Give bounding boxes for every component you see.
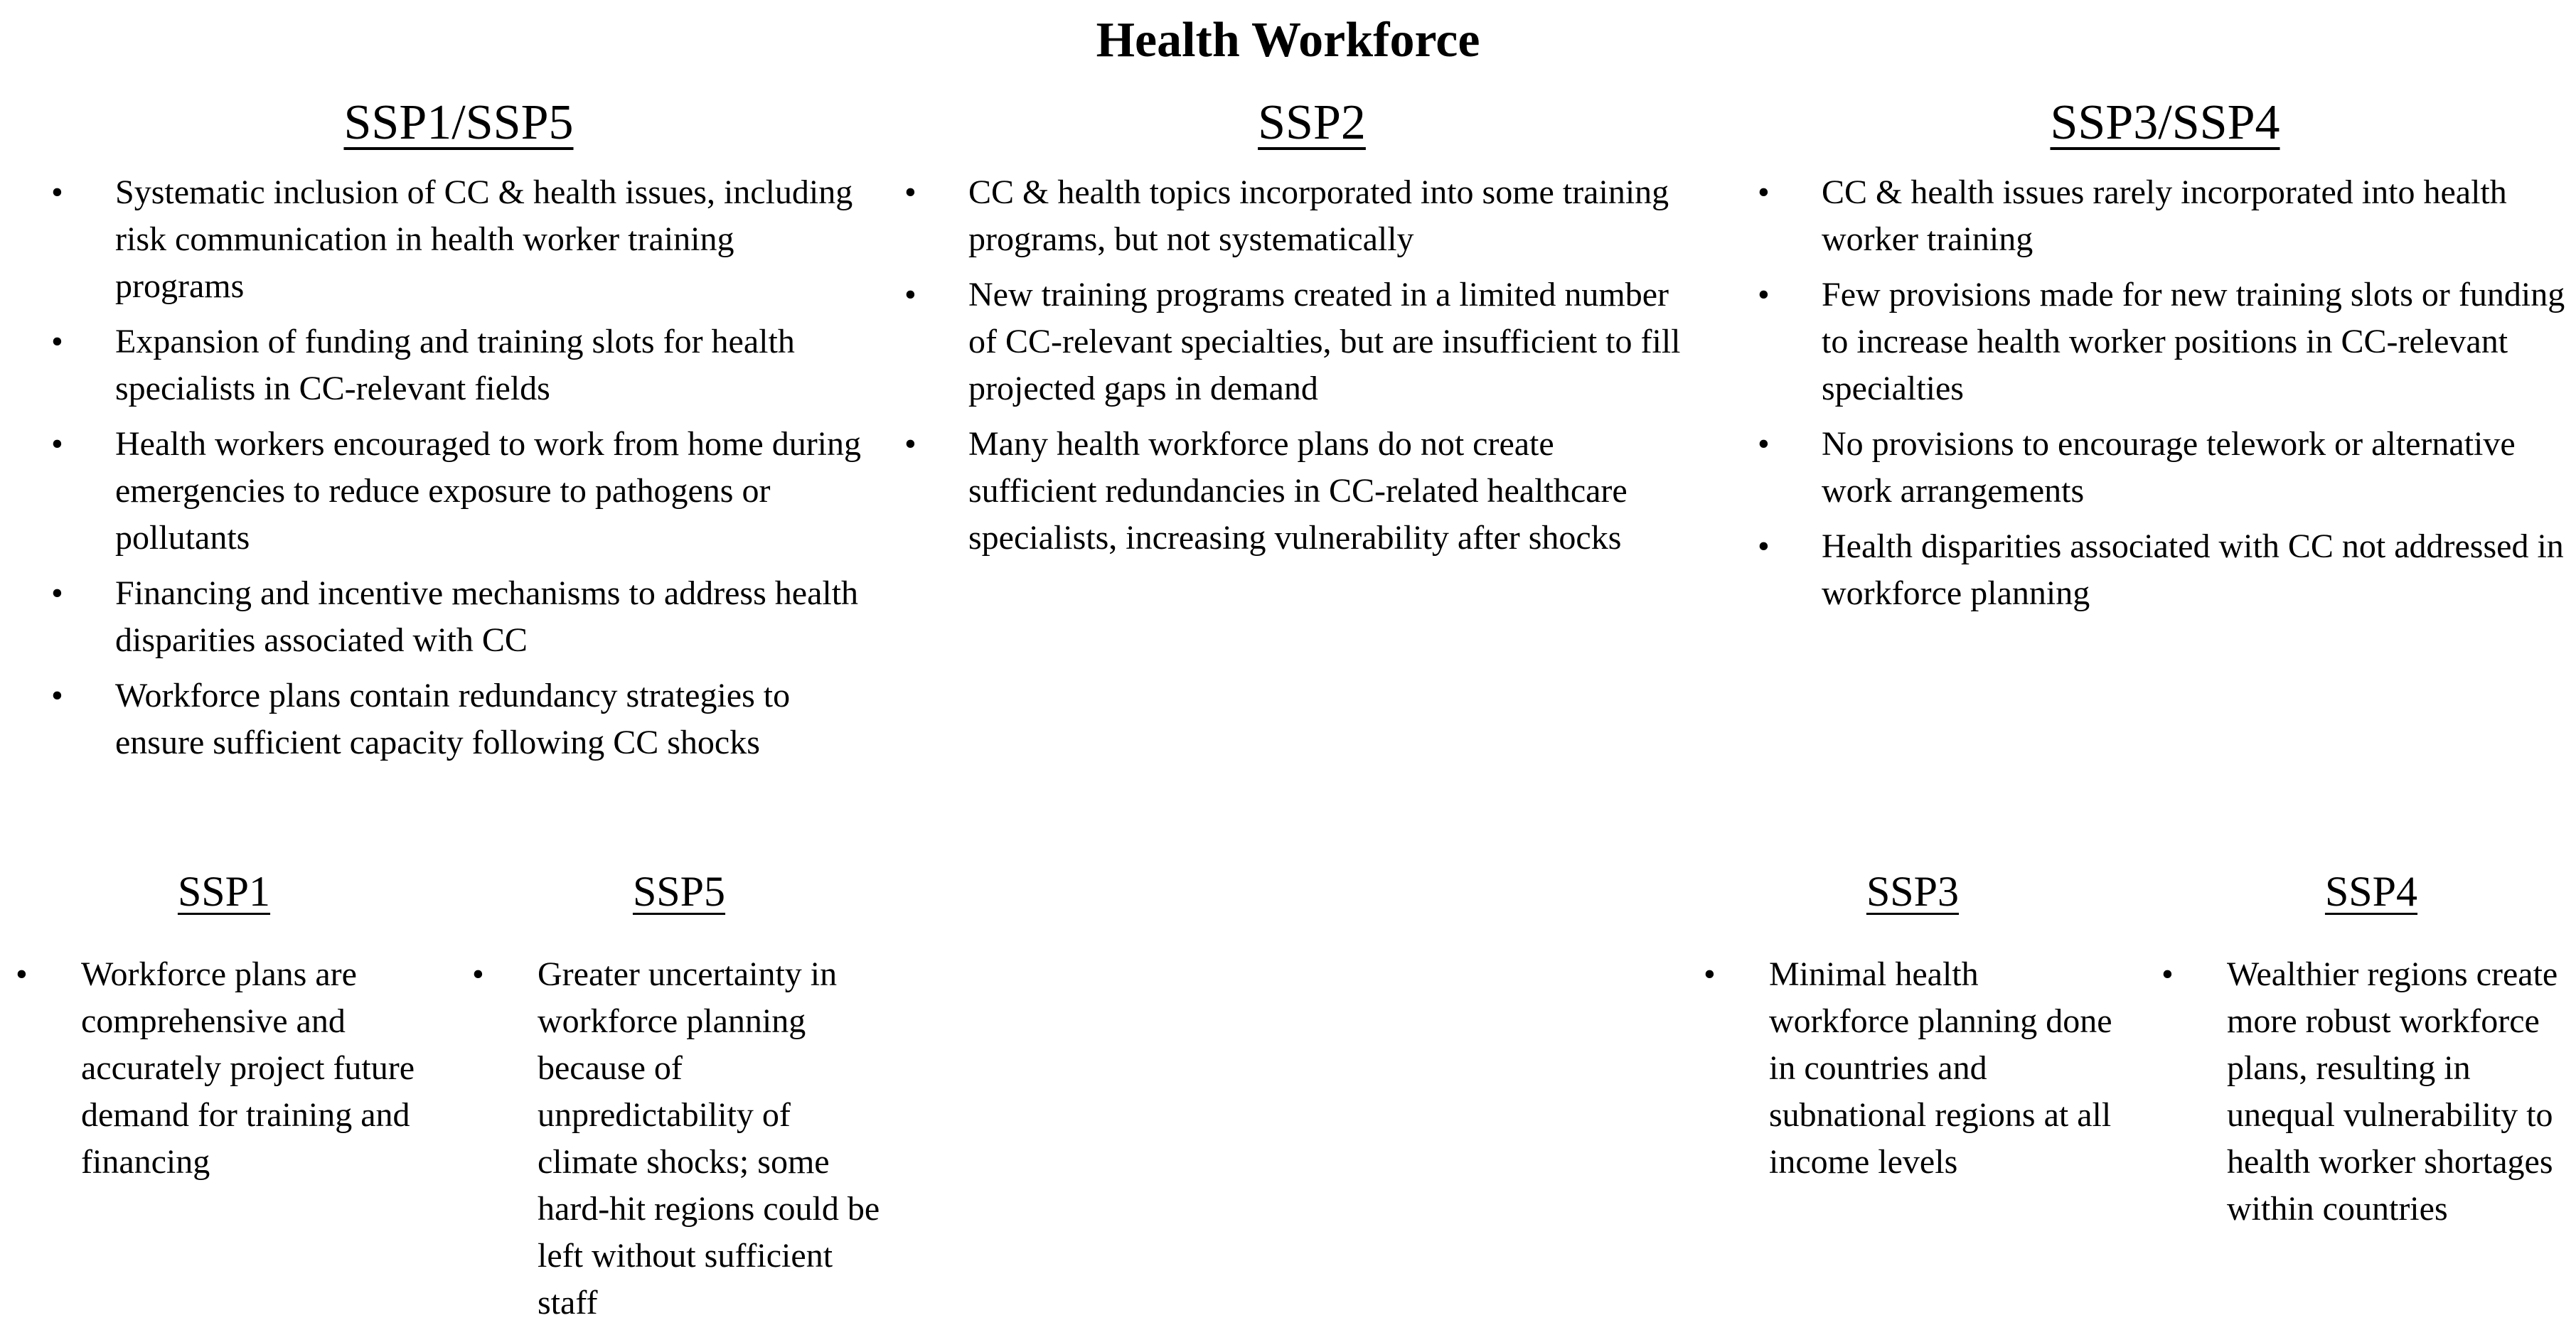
heading-ssp3-ssp4: SSP3/SSP4 (2050, 95, 2280, 150)
list-item: • Financing and incentive mechanisms to address health disparities associated with CC (51, 570, 862, 664)
list-item: • Many health workforce plans do not create sufficient redundancies in CC-related healthcare specialists, increasing vulnerability after shocks (904, 421, 1687, 562)
ssp4-list (2161, 951, 2574, 1241)
heading-ssp3: SSP3 (1866, 868, 1960, 915)
page-title: Health Workforce (1096, 13, 1480, 68)
heading-ssp1-ssp5: SSP1/SSP5 (343, 95, 574, 150)
list-item: • CC & health topics incorporated into some training programs, but not systematically (904, 169, 1687, 263)
ssp1-list (16, 951, 435, 1194)
list-item: • Workforce plans contain redundancy strategies to ensure sufficient capacity following CC shocks (51, 672, 862, 766)
list-item: • Health disparities associated with CC not addressed in workforce planning (1758, 523, 2568, 617)
ssp1-ssp5-list (51, 169, 862, 775)
list-item: • Minimal health workforce planning done in countries and subnational regions at all income levels (1704, 951, 2123, 1186)
heading-ssp4: SSP4 (2324, 868, 2418, 915)
ssp3-ssp4-list (1758, 169, 2568, 626)
heading-ssp5: SSP5 (632, 868, 726, 915)
list-item: • Few provisions made for new training slots or funding to increase health worker positions in CC-relevant specialties (1758, 272, 2568, 412)
list-item: • Systematic inclusion of CC & health issues, including risk communication in health worker training programs (51, 169, 862, 310)
list-item: • Workforce plans are comprehensive and accurately project future demand for training and financing (16, 951, 435, 1186)
list-item: • Greater uncertainty in workforce planning because of unpredictability of climate shocks; some hard-hit regions could be left without sufficient staff (472, 951, 899, 1326)
ssp3-list (1704, 951, 2123, 1194)
list-item: • CC & health issues rarely incorporated into health worker training (1758, 169, 2568, 263)
heading-ssp1: SSP1 (177, 868, 271, 915)
list-item: • Expansion of funding and training slots for health specialists in CC-relevant fields (51, 318, 862, 412)
heading-ssp2: SSP2 (1258, 95, 1366, 150)
list-item: • No provisions to encourage telework or alternative work arrangements (1758, 421, 2568, 515)
ssp2-list (904, 169, 1687, 570)
list-item: • Wealthier regions create more robust workforce plans, resulting in unequal vulnerability to health worker shortages within countries (2161, 951, 2574, 1233)
ssp5-list (472, 951, 899, 1335)
list-item: • New training programs created in a limited number of CC-relevant specialties, but are insufficient to fill projected gaps in demand (904, 272, 1687, 412)
list-item: • Health workers encouraged to work from home during emergencies to reduce exposure to pathogens or pollutants (51, 421, 862, 562)
